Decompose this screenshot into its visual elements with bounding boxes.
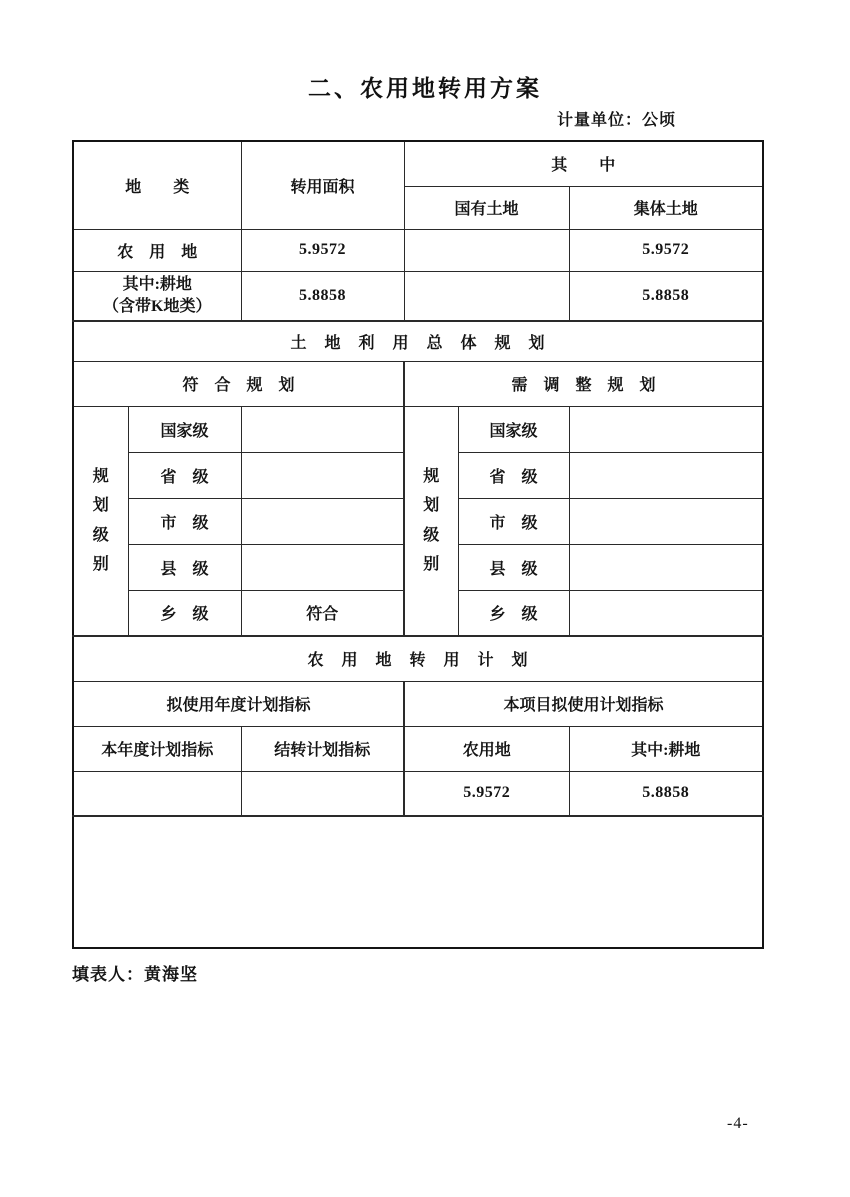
plan-col-carryover: 结转计划指标 [241,726,404,771]
plan-val-cultivated: 5.8858 [569,771,763,816]
table-row [73,271,763,321]
conform-value-municipal [241,498,404,544]
conform-value-county [241,544,404,590]
conform-value-national [241,406,404,452]
agricultural-state-owned [404,229,569,271]
adjust-value-county [569,544,763,590]
conform-value-township: 符合 [241,590,404,636]
planning-section-title: 土 地 利 用 总 体 规 划 [73,321,763,361]
adjust-level-township: 乡 级 [458,590,569,636]
adjust-value-municipal [569,498,763,544]
table-row [73,229,763,271]
adjust-level-axis [404,406,458,636]
conform-level-provincial: 省 级 [128,452,241,498]
unit-note: 计量单位：公顷 [556,112,676,129]
header-of-which: 其 中 [404,141,763,186]
land-conversion-table [72,140,764,949]
cultivated-label [73,271,241,321]
cultivated-area: 5.8858 [241,271,404,321]
plan-val-carryover [241,771,404,816]
page-number: -4- [727,1115,749,1132]
conform-level-county: 县 级 [128,544,241,590]
planning-row [73,406,763,452]
conform-level-axis-label: 规划级别 [92,467,109,574]
plan-val-agricultural: 5.9572 [404,771,569,816]
header-land-type: 地 类 [73,141,241,229]
plan-col-current-year: 本年度计划指标 [73,726,241,771]
page-title: 二、农用地转用方案 [308,75,542,101]
plan-annual-title: 拟使用年度计划指标 [73,681,404,726]
adjust-value-national [569,406,763,452]
agricultural-area: 5.9572 [241,229,404,271]
adjust-level-axis-label: 规划级别 [423,467,440,574]
remarks-area [73,816,763,948]
cultivated-collective: 5.8858 [569,271,763,321]
conform-value-provincial [241,452,404,498]
table-row [73,771,763,816]
agricultural-label: 农 用 地 [73,229,241,271]
header-state-owned: 国有土地 [404,186,569,229]
plan-section-title: 农 用 地 转 用 计 划 [73,636,763,681]
adjust-level-municipal: 市 级 [458,498,569,544]
cultivated-state-owned [404,271,569,321]
adjust-level-national: 国家级 [458,406,569,452]
plan-col-cultivated: 其中:耕地 [569,726,763,771]
plan-project-title: 本项目拟使用计划指标 [404,681,763,726]
plan-col-agricultural: 农用地 [404,726,569,771]
adjust-title: 需 调 整 规 划 [404,361,763,406]
adjust-level-provincial: 省 级 [458,452,569,498]
adjust-level-county: 县 级 [458,544,569,590]
adjust-value-township [569,590,763,636]
conform-level-township: 乡 级 [128,590,241,636]
cultivated-label-line1: 其中:耕地 [122,276,192,294]
form-filler-note: 填表人：黄海坚 [72,965,198,984]
agricultural-collective: 5.9572 [569,229,763,271]
conform-level-axis [73,406,128,636]
header-conversion-area: 转用面积 [241,141,404,229]
adjust-value-provincial [569,452,763,498]
cultivated-label-line2: （含带K地类） [103,297,212,315]
conform-level-national: 国家级 [128,406,241,452]
plan-val-current-year [73,771,241,816]
conform-level-municipal: 市 级 [128,498,241,544]
conform-title: 符 合 规 划 [73,361,404,406]
header-collective: 集体土地 [569,186,763,229]
